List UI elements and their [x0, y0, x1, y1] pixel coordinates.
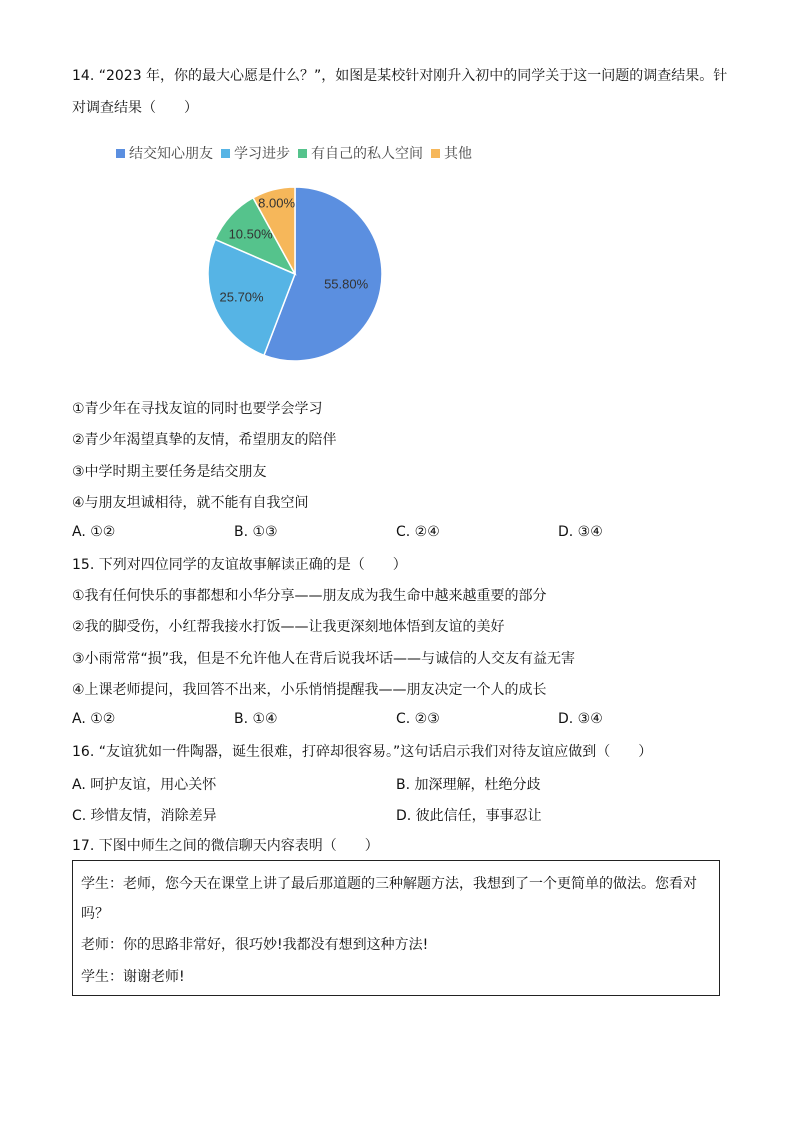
q14-stem-line2: 对调查结果（ ） [72, 100, 198, 116]
pie-data-label: 25.70% [219, 289, 264, 305]
q15-option-c[interactable]: C. ②③ [396, 711, 440, 727]
legend-label: 其他 [444, 146, 472, 162]
q16-options-row1 [72, 774, 732, 794]
legend-swatch [116, 149, 125, 158]
pie-chart [180, 160, 410, 370]
pie-data-label: 8.00% [258, 195, 296, 211]
chat-message: 学生：老师，您今天在课堂上讲了最后那道题的三种解题方法，我想到了一个更简单的做法。您看对 [81, 876, 697, 892]
chat-message: 老师：你的思路非常好，很巧妙!我都没有想到这种方法! [81, 937, 429, 953]
legend-item [431, 143, 472, 163]
q15-option-d[interactable]: D. ③④ [558, 711, 603, 727]
chat-message: 吗？ [81, 906, 109, 922]
q15-option-b[interactable]: B. ①④ [234, 711, 278, 727]
q14-stem-line1: 14. “2023 年，你的最大心愿是什么？”，如图是某校针对刚升入初中的同学关于这一问题的调查结果。针 [72, 68, 728, 84]
q14-option-c[interactable]: C. ②④ [396, 524, 440, 540]
q14-statement: ④与朋友坦诚相待，就不能有自我空间 [72, 495, 309, 511]
wechat-chat-box [72, 860, 720, 996]
q16-option-b[interactable]: B. 加深理解，杜绝分歧 [396, 777, 541, 793]
q16-option-d[interactable]: D. 彼此信任，事事忍让 [396, 808, 542, 824]
q14-statement: ①青少年在寻找友谊的同时也要学会学习 [72, 401, 323, 417]
q15-statement: ②我的脚受伤，小红帮我接水打饭——让我更深刻地体悟到友谊的美好 [72, 619, 505, 635]
q14-option-d[interactable]: D. ③④ [558, 524, 603, 540]
chat-message: 学生：谢谢老师! [81, 969, 185, 985]
q15-options [72, 711, 732, 727]
q14-option-a[interactable]: A. ①② [72, 524, 116, 540]
q16-stem: 16. “友谊犹如一件陶器，诞生很难，打碎却很容易。”这句话启示我们对待友谊应做到（ ） [72, 744, 653, 760]
q15-statement: ①我有任何快乐的事都想和小华分享——朋友成为我生命中越来越重要的部分 [72, 588, 547, 604]
q15-statement: ④上课老师提问，我回答不出来，小乐悄悄提醒我——朋友决定一个人的成长 [72, 682, 547, 698]
legend-label: 有自己的私人空间 [311, 146, 423, 162]
q15-option-a[interactable]: A. ①② [72, 711, 116, 727]
legend-swatch [221, 149, 230, 158]
legend-label: 结交知心朋友 [129, 146, 213, 162]
q15-stem: 15. 下列对四位同学的友谊故事解读正确的是（ ） [72, 557, 407, 573]
legend-swatch [431, 149, 440, 158]
q14-option-b[interactable]: B. ①③ [234, 524, 278, 540]
q16-option-c[interactable]: C. 珍惜友情，消除差异 [72, 808, 217, 824]
q14-statement: ②青少年渴望真挚的友情，希望朋友的陪伴 [72, 432, 337, 448]
q17-stem: 17. 下图中师生之间的微信聊天内容表明（ ） [72, 838, 379, 854]
q15-statement: ③小雨常常“损”我，但是不允许他人在背后说我坏话——与诚信的人交友有益无害 [72, 651, 576, 667]
legend-label: 学习进步 [234, 146, 290, 162]
q16-options-row2 [72, 805, 732, 825]
legend-swatch [298, 149, 307, 158]
q14-statement: ③中学时期主要任务是结交朋友 [72, 464, 267, 480]
q16-option-a[interactable]: A. 呵护友谊，用心关怀 [72, 777, 217, 793]
q14-options [72, 524, 732, 540]
pie-data-label: 55.80% [324, 276, 369, 292]
pie-data-label: 10.50% [228, 226, 273, 242]
